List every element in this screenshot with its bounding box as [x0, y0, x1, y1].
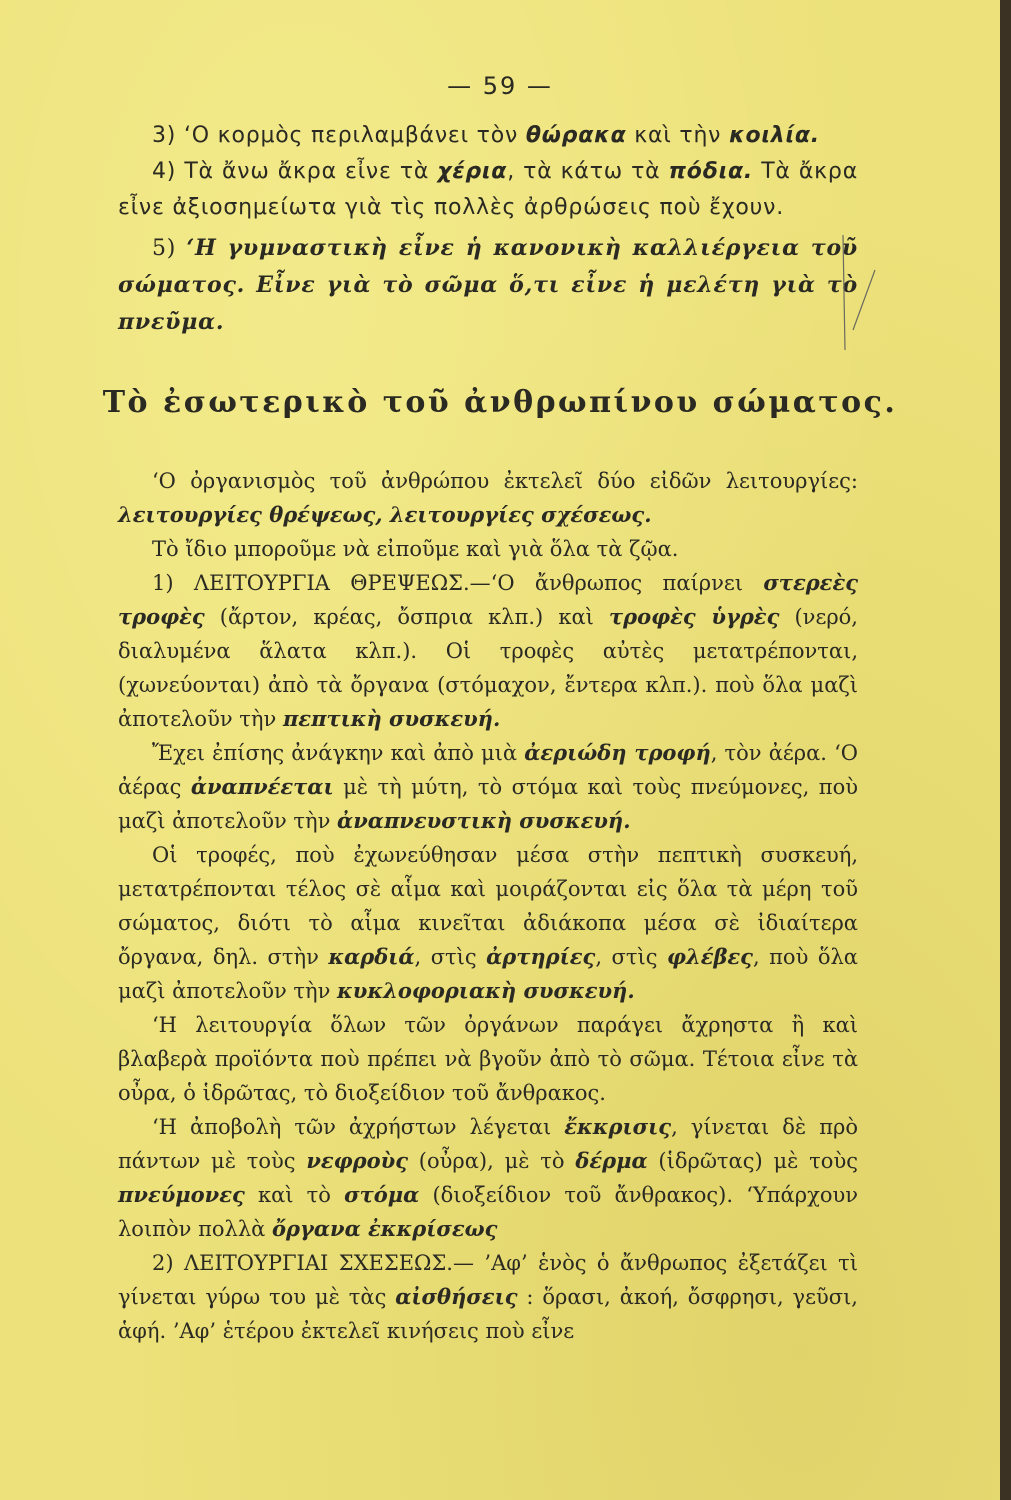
body-paragraph: ‘Ο ὀργανισμὸς τοῦ ἀνθρώπου ἐκτελεῖ δύο εἰδῶν λειτουργίες: λειτουργίες θρέψεως, λειτουργίες σχέσεως. [118, 469, 858, 527]
body-section [118, 464, 858, 1348]
intro-item-4: 4) Τὰ ἄνω ἄκρα εἶνε τὰ χέρια, τὰ κάτω τὰ πόδια. Τὰ ἄκρα εἶνε ἀξιοσημείωτα γιὰ τὶς πολλὲς ἀρθρώσεις ποὺ ἔχουν. [118, 159, 859, 220]
body-paragraph: ‘Η ἀποβολὴ τῶν ἀχρήστων λέγεται ἔκκρισις, γίνεται δὲ πρὸ πάντων μὲ τοὺς νεφροὺς (οὖρα), μὲ τὸ δέρμα (ἱδρῶτας) μὲ τοὺς πνεύμονες καὶ τὸ στόμα (διοξείδιον τοῦ ἄνθρακος). ‘Υπάρχουν λοιπὸν πολλὰ ὄργανα ἐκκρίσεως [118, 1114, 858, 1241]
pencil-mark-icon [835, 230, 885, 360]
section-heading: Τὸ ἐσωτερικὸ τοῦ ἀνθρωπίνου σώματος. [102, 385, 898, 420]
page-number: — 59 — [447, 72, 553, 100]
intro-section [118, 118, 858, 341]
body-paragraph: 2) ΛΕΙΤΟΥΡΓΙΑΙ ΣΧΕΣΕΩΣ.— ’Αφ’ ἑνὸς ὁ ἄνθρωπος ἐξετάζει τὶ γίνεται γύρω του μὲ τὰς αἰσθήσεις : ὅρασι, ἀκοή, ὄσφρησι, γεῦσι, ἁφή. ’Αφ’ ἑτέρου ἐκτελεῖ κινήσεις ποὺ εἶνε [118, 1251, 858, 1343]
page-edge [1000, 0, 1011, 1500]
intro-item-5: 5) ‘Η γυμναστικὴ εἶνε ἡ κανονικὴ καλλιέργεια τοῦ σώματος. Εἶνε γιὰ τὸ σῶμα ὅ,τι εἶνε ἡ μελέτη γιὰ τὸ πνεῦμα. [118, 235, 858, 335]
body-paragraph: Οἱ τροφές, ποὺ ἐχωνεύθησαν μέσα στὴν πεπτικὴ συσκευή, μετατρέπονται τέλος σὲ αἷμα καὶ μοιράζονται εἰς ὅλα τὰ μέρη τοῦ σώματος, διότι τὸ αἷμα κινεῖται ἀδιάκοπα μέσα σὲ ἰδιαίτερα ὄργανα, δηλ. στὴν καρδιά, στὶς ἀρτηρίες, στὶς φλέβες, ποὺ ὅλα μαζὶ ἀποτελοῦν τὴν κυκλοφοριακὴ συσκευή. [118, 843, 858, 1003]
body-paragraph: Τὸ ἴδιο μποροῦμε νὰ εἰποῦμε καὶ γιὰ ὅλα τὰ ζῷα. [152, 537, 679, 561]
body-paragraph: 1) ΛΕΙΤΟΥΡΓΙΑ ΘΡΕΨΕΩΣ.—‘Ο ἄνθρωπος παίρνει στερεὲς τροφὲς (ἄρτον, κρέας, ὄσπρια κλπ.) καὶ τροφὲς ὑγρὲς (νερό, διαλυμένα ἅλατα κλπ.). Οἱ τροφὲς αὐτὲς μετατρέπονται, (χωνεύονται) ἀπὸ τὰ ὄργανα (στόμαχον, ἔντερα κλπ.). ποὺ ὅλα μαζὶ ἀποτελοῦν τὴν πεπτικὴ συσκευή. [118, 570, 858, 731]
intro-item-3: 3) ‘Ο κορμὸς περιλαμβάνει τὸν θώρακα καὶ τὴν κοιλία. [152, 123, 820, 148]
body-paragraph: Ἔχει ἐπίσης ἀνάγκην καὶ ἀπὸ μιὰ ἀεριώδη τροφή, τὸν ἀέρα. ‘Ο ἀέρας ἀναπνέεται μὲ τὴ μύτη, τὸ στόμα καὶ τοὺς πνεύμονες, ποὺ μαζὶ ἀποτελοῦν τὴν ἀναπνευστικὴ συσκευή. [118, 740, 858, 833]
body-paragraph: ‘Η λειτουργία ὅλων τῶν ὀργάνων παράγει ἄχρηστα ἢ καὶ βλαβερὰ προϊόντα ποὺ πρέπει νὰ βγοῦν ἀπὸ τὸ σῶμα. Τέτοια εἶνε τὰ οὖρα, ὁ ἱδρῶτας, τὸ διοξείδιον τοῦ ἄνθρακος. [118, 1013, 858, 1105]
